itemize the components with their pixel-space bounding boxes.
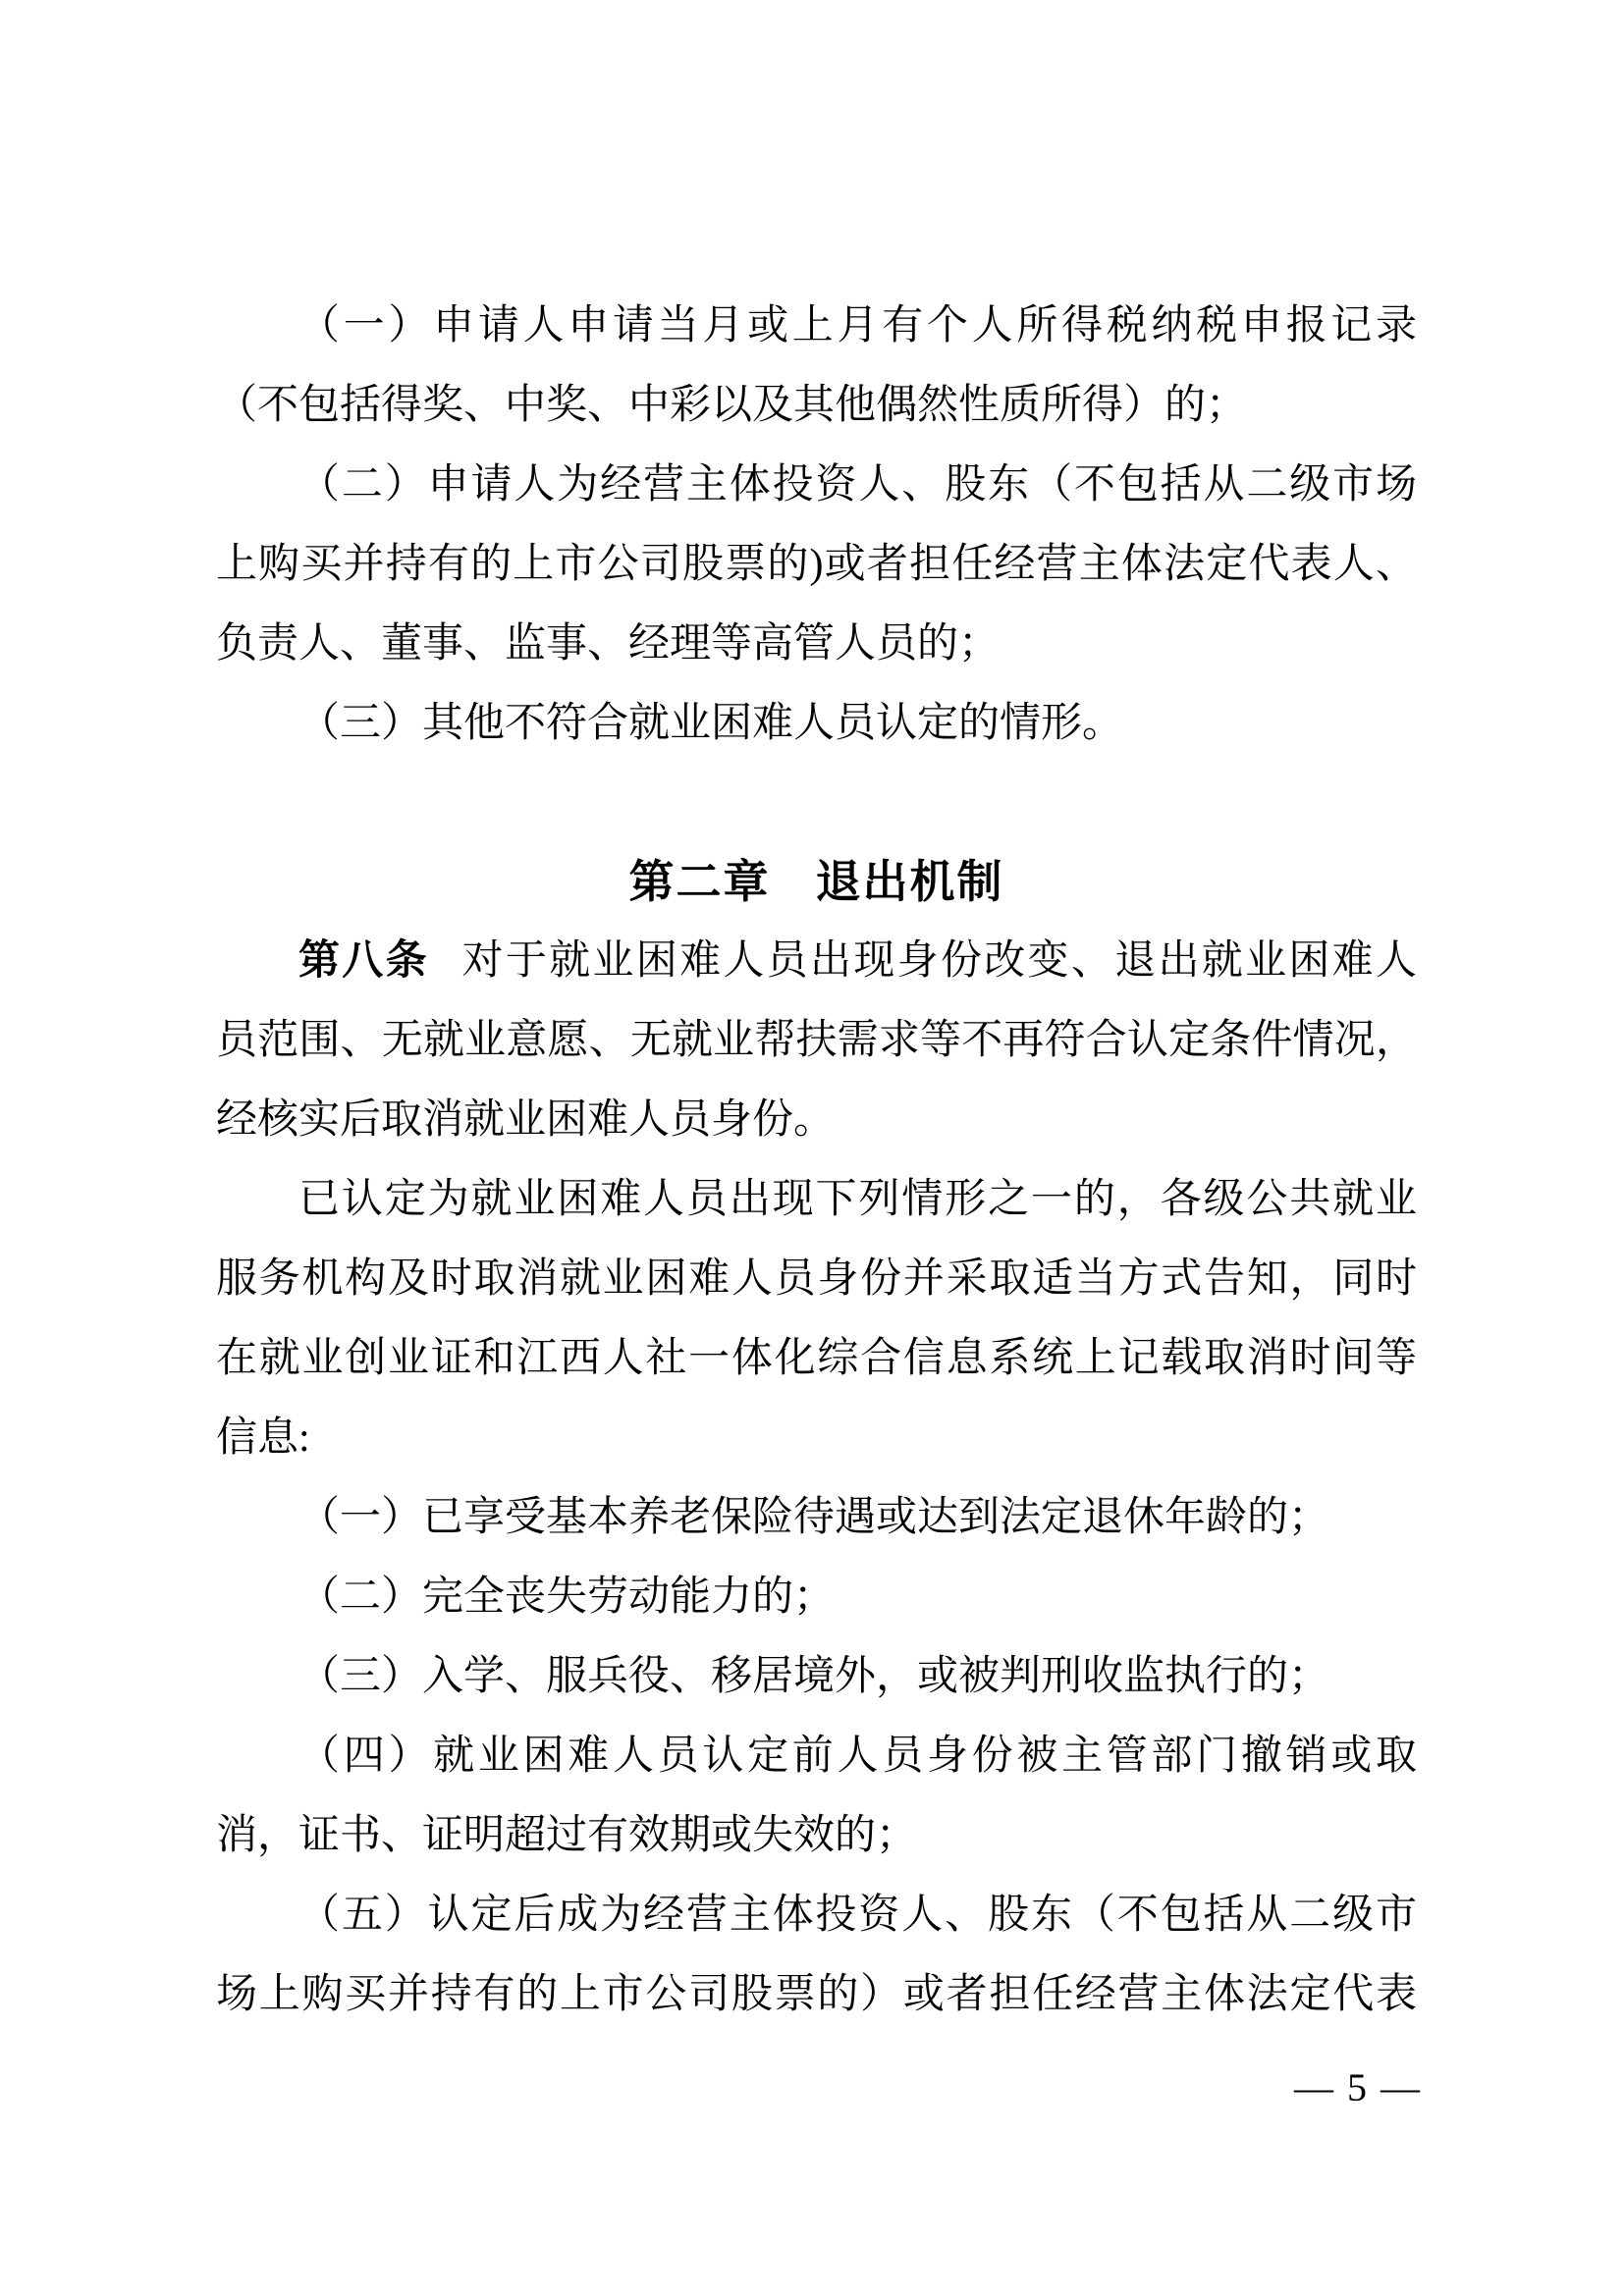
page-number: — 5 — (1294, 2065, 1422, 2109)
exit-clause-1: （一）已享受基本养老保险待遇或达到法定退休年龄的； (298, 1495, 1330, 1540)
chapter-heading (216, 842, 1417, 922)
chapter-number: 第二章 (628, 856, 771, 907)
exit-clause-3: （三）入学、服兵役、移居境外，或被判刑收监执行的； (298, 1654, 1330, 1699)
clause-1-line-1: （一）申请人申请当月或上月有个人所得税纳税申报记录 (298, 303, 1417, 348)
chapter-title: 退出机制 (815, 856, 1004, 907)
exit-clause-4-line-1: （四）就业困难人员认定前人员身份被主管部门撤销或取 (298, 1734, 1417, 1779)
article-8-line-3: 经核实后取消就业困难人员身份。 (216, 1097, 836, 1143)
exit-clause-2: （二）完全丧失劳动能力的； (298, 1575, 836, 1620)
exit-clause-4-line-2: 消，证书、证明超过有效期或失效的； (216, 1813, 918, 1858)
article-8-intro-text: 对于就业困难人员出现身份改变、退出就业困难人 (461, 938, 1417, 984)
paragraph-2-line-1: 已认定为就业困难人员出现下列情形之一的，各级公共就业 (298, 1177, 1417, 1222)
exit-clause-5-line-2: 场上购买并持有的上市公司股票的）或者担任经营主体法定代表 (216, 1972, 1417, 2017)
clause-2-line-3: 负责人、董事、监事、经理等高管人员的； (216, 621, 1001, 667)
document-body (216, 287, 1417, 2035)
clause-2-line-2: 上购买并持有的上市公司股票的)或者担任经营主体法定代表人、 (216, 542, 1417, 587)
article-8-number: 第八条 (298, 938, 429, 984)
paragraph-2-line-3: 在就业创业证和江西人社一体化综合信息系统上记载取消时间等 (216, 1336, 1417, 1381)
clause-2-line-1: （二）申请人为经营主体投资人、股东（不包括从二级市场 (298, 462, 1417, 507)
clause-3-line-1: （三）其他不符合就业困难人员认定的情形。 (298, 701, 1124, 746)
paragraph-2-line-2: 服务机构及时取消就业困难人员身份并采取适当方式告知，同时 (216, 1256, 1417, 1302)
paragraph-2-line-4: 信息: (216, 1415, 310, 1461)
article-8-line-1 (216, 922, 1417, 1001)
clause-1-line-2: （不包括得奖、中奖、中彩以及其他偶然性质所得）的； (216, 383, 1248, 428)
exit-clause-5-line-1: （五）认定后成为经营主体投资人、股东（不包括从二级市 (298, 1893, 1417, 1938)
article-8-line-2: 员范围、无就业意愿、无就业帮扶需求等不再符合认定条件情况， (216, 1018, 1417, 1063)
